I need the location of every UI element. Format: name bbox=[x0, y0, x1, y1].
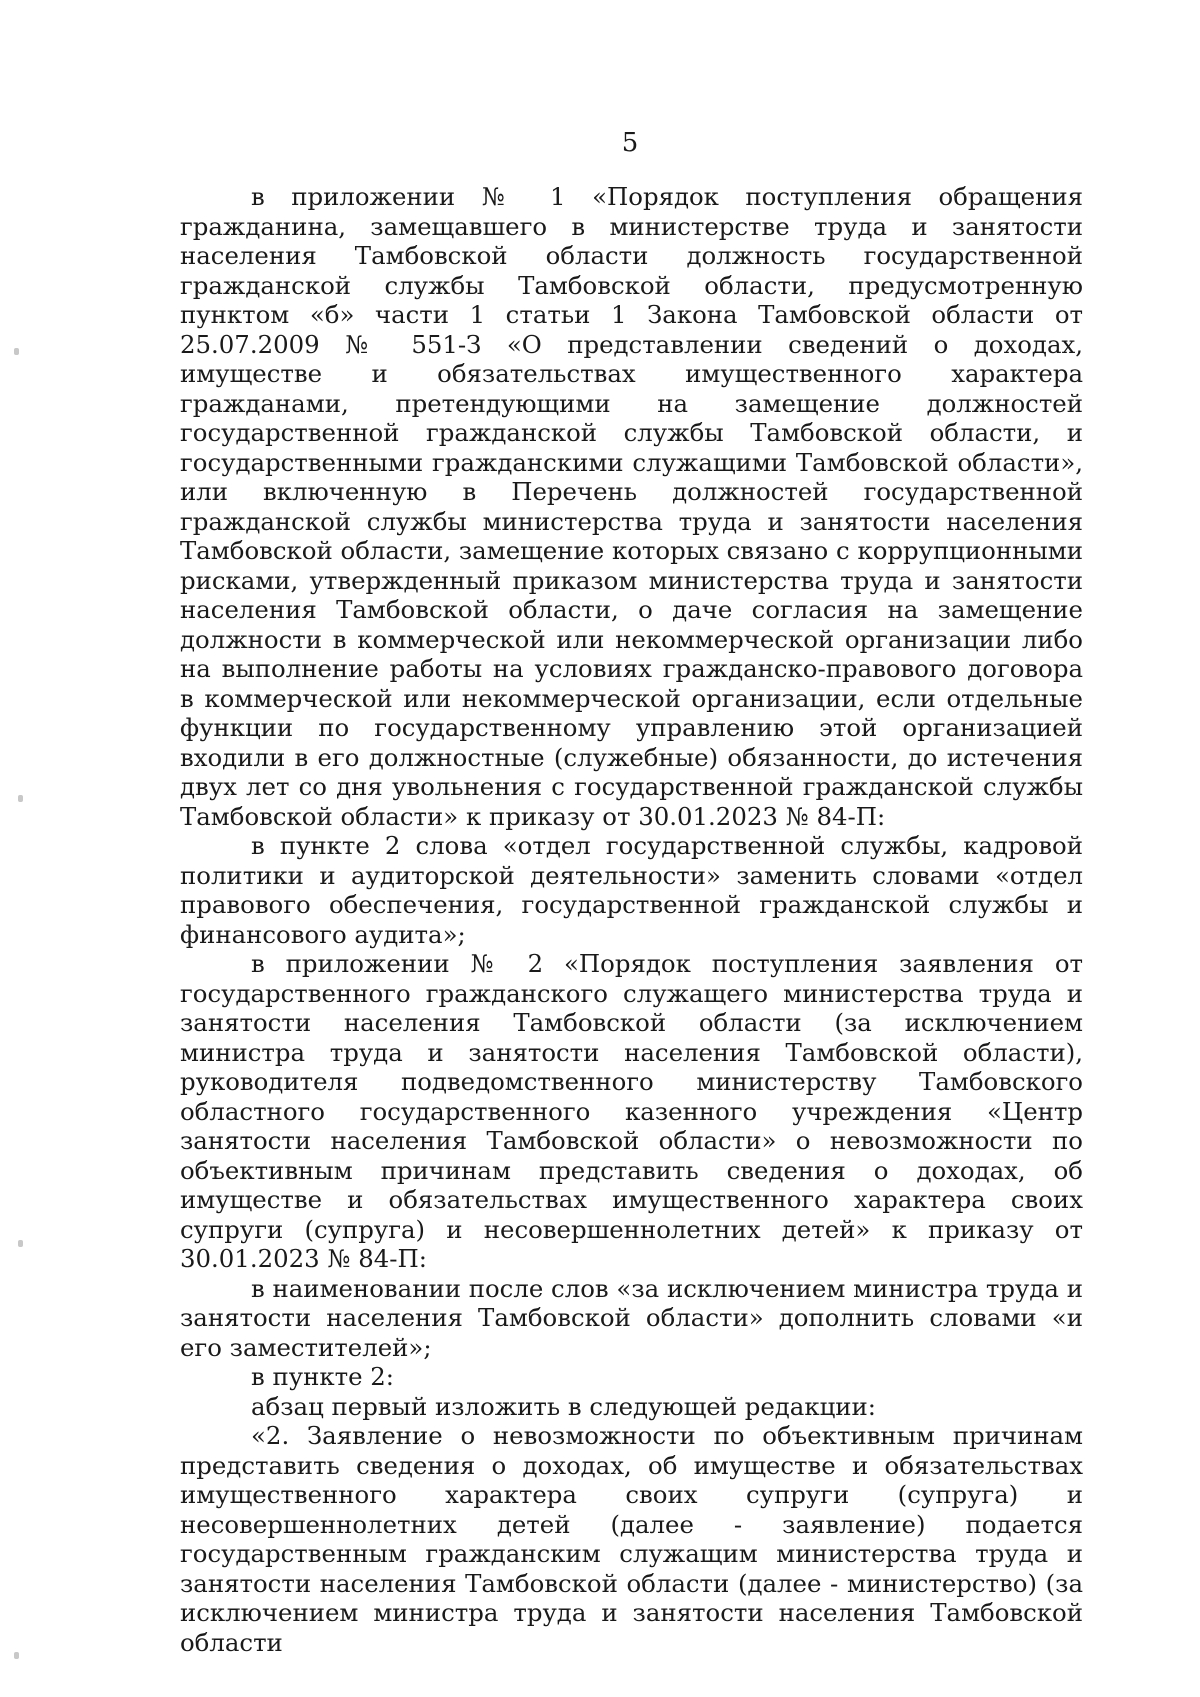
paragraph-point-2-words: в пункте 2 слова «отдел государственной службы, кадровой политики и аудиторской деятельности» заменить словами «отдел правового обеспечения, государственной гражданской службы и финансового аудита»; bbox=[180, 831, 1083, 949]
paragraph-point-2: в пункте 2: bbox=[251, 1362, 395, 1391]
paragraph-title-amendment: в наименовании после слов «за исключением министра труда и занятости населения Тамбовской области» дополнить словами «и его заместителей»; bbox=[180, 1273, 1083, 1362]
paragraph-appendix-2: в приложении № 2 «Порядок поступления заявления от государственного гражданского служащего министерства труда и занятости населения Тамбовской области (за исключением министра труда и занятости населения Тамбовской области), руководителя подведомственного министерству Тамбовского областного государственного казенного учреждения «Центр занятости населения Тамбовской области» о невозможности по объективным причинам представить сведения о доходах, об имуществе и обязательствах имущественного характера своих супруги (супруга) и несовершеннолетних детей» к приказу от 30.01.2023 № 84-П: bbox=[180, 949, 1083, 1273]
document-body bbox=[180, 182, 1083, 1657]
paragraph-first-clause: абзац первый изложить в следующей редакции: bbox=[251, 1391, 876, 1421]
scan-speck bbox=[18, 1240, 23, 1247]
scan-speck bbox=[14, 348, 19, 355]
page-number: 5 bbox=[621, 128, 639, 158]
paragraph-new-text: «2. Заявление о невозможности по объективным причинам представить сведения о доходах, об имуществе и обязательствах имущественного характера своих супруги (супруга) и несовершеннолетних детей (далее - заявление) подается государственным гражданским служащим министерства труда и занятости населения Тамбовской области (далее - министерство) (за исключением министра труда и занятости населения Тамбовской области bbox=[180, 1421, 1083, 1657]
paragraph-appendix-1: в приложении № 1 «Порядок поступления обращения гражданина, замещавшего в министерстве труда и занятости населения Тамбовской области должность государственной гражданской службы Тамбовской области, предусмотренную пунктом «б» части 1 статьи 1 Закона Тамбовской области от 25.07.2009 № 551-З «О представлении сведений о доходах, имуществе и обязательствах имущественного характера гражданами, претендующими на замещение должностей государственной гражданской службы Тамбовской области, и государственными гражданскими служащими Тамбовской области», или включенную в Перечень должностей государственной гражданской службы министерства труда и занятости населения Тамбовской области, замещение которых связано с коррупционными рисками, утвержденный приказом министерства труда и занятости населения Тамбовской области, о даче согласия на замещение должности в коммерческой или некоммерческой организации либо на выполнение работы на условиях гражданско-правового договора в коммерческой или некоммерческой организации, если отдельные функции по государственному управлению этой организацией входили в его должностные (служебные) обязанности, до истечения двух лет со дня увольнения с государственной гражданской службы Тамбовской области» к приказу от 30.01.2023 № 84-П: bbox=[180, 182, 1083, 831]
scan-speck bbox=[18, 795, 23, 802]
scan-speck bbox=[14, 1652, 19, 1659]
